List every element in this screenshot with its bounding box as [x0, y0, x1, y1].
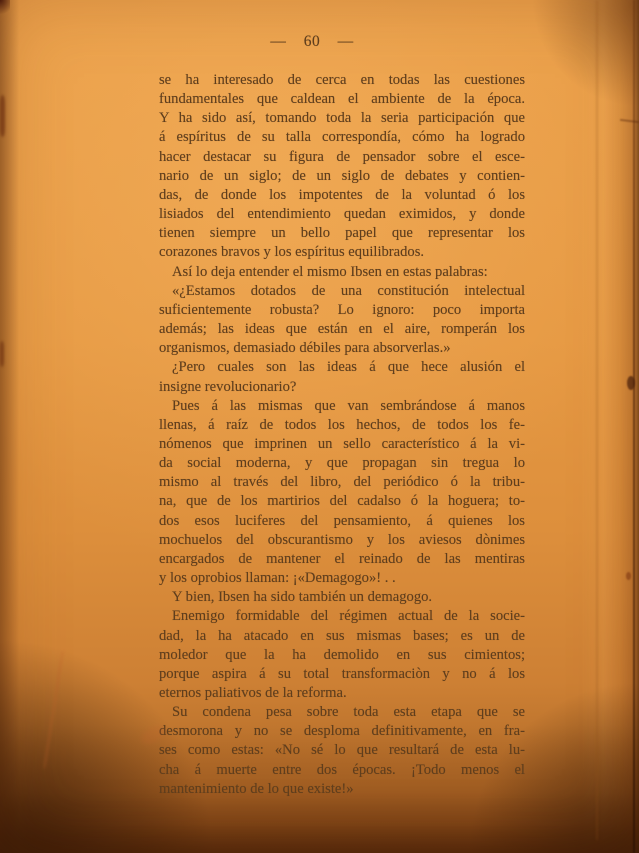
text-line-content: mochuelos del obscurantismo y los aviesos dònimes — [159, 531, 525, 548]
text-line-content: porque aspira á su total transformaciòn y no á los — [159, 665, 525, 682]
text-line-content: Así lo deja entender el mismo Ibsen en estas palabras: — [172, 263, 488, 280]
text-line — [159, 320, 525, 339]
text-line-content: nómenos que imprinen un sello característico á la vi- — [159, 435, 525, 452]
paragraph — [159, 358, 525, 396]
text-line-content: y los oprobios llaman: ¡«Demagogo»! . . — [159, 570, 396, 587]
text-line — [159, 205, 525, 224]
text-line-content: Enemigo formidable del régimen actual de la socie- — [172, 608, 525, 625]
text-line-content: llenas, á raíz de todos los hechos, de todos los fe- — [159, 416, 525, 433]
paragraph — [159, 282, 525, 359]
text-line — [159, 378, 525, 397]
text-line — [159, 301, 525, 320]
text-line — [159, 569, 525, 588]
paragraph — [159, 397, 525, 589]
text-line-content: lisiados del entendimiento quedan eximidos, y donde — [159, 206, 525, 223]
text-line-content: da social moderna, y que propagan sin tregua lo — [159, 455, 525, 472]
text-line-content: á espíritus de su talla correspondía, cómo ha logrado — [159, 129, 525, 146]
text-line-content: Pues á las mismas que van sembrándose á manos — [172, 397, 525, 414]
text-line-content: hacer destacar su figura de pensador sobre el esce- — [159, 148, 525, 165]
text-line-content: eternos paliativos de la reforma. — [159, 685, 347, 701]
paper-blemish-right-edge — [626, 572, 631, 580]
paper-blemish-right-edge — [627, 376, 635, 390]
text-line — [159, 665, 525, 684]
text-line-content: Su condena pesa sobre toda esta etapa que se — [172, 704, 525, 721]
text-line-content: insigne revolucionario? — [159, 378, 297, 395]
text-line — [159, 397, 525, 416]
text-line — [159, 339, 525, 358]
text-line — [159, 71, 525, 90]
text-line-content: corazones bravos y los espíritus equilibrados. — [159, 244, 425, 261]
text-line — [159, 588, 525, 607]
text-line-content: ses como estas: «No sé lo que resultará de esta lu- — [159, 742, 525, 759]
text-line — [159, 780, 525, 799]
text-line — [159, 128, 525, 147]
text-line — [159, 473, 525, 492]
text-line-content: organismos, demasiado débiles para absorverlas.» — [159, 340, 451, 357]
page-fold-line — [596, 0, 598, 840]
text-line-content: encargados de mantener el reinado de las mentiras — [159, 550, 525, 567]
text-line — [159, 224, 525, 243]
text-line-content: se ha interesado de cerca en todas las cuestiones — [159, 72, 525, 88]
text-line-content: Y bien, Ibsen ha sido también un demagogo. — [172, 589, 433, 606]
text-line — [159, 722, 525, 741]
text-line — [159, 148, 525, 167]
page-edge-crease — [633, 0, 635, 853]
text-line-content: suficientemente robusta? Lo ignoro: poco importa — [159, 301, 525, 318]
text-line — [159, 109, 525, 128]
text-line — [159, 512, 525, 531]
text-line — [159, 703, 525, 722]
text-line — [159, 416, 525, 435]
text-line-content: ¿Pero cuales son las ideas á que hece alusión el — [172, 359, 525, 376]
text-line — [159, 90, 525, 109]
text-line — [159, 167, 525, 186]
text-line-content: na, que de los martirios del cadalso ó la hoguera; to- — [159, 493, 525, 510]
paragraph — [159, 263, 525, 282]
text-line-content: nario de un siglo; de un siglo de debates y contien- — [159, 167, 525, 184]
text-line-content: «¿Estamos dotados de una constitución intelectual — [172, 282, 525, 299]
text-line — [159, 684, 525, 703]
text-line-content: desmorona y no se desploma definitivamente, en fra- — [159, 723, 525, 740]
text-line — [159, 607, 525, 626]
page-number: — 60 — — [270, 33, 354, 50]
text-line-content: mantenimiento de lo que existe!» — [159, 780, 354, 797]
paragraph — [159, 588, 525, 607]
paper-crease-mark — [620, 119, 639, 123]
text-line — [159, 454, 525, 473]
text-line — [159, 492, 525, 511]
text-line — [159, 358, 525, 377]
text-line — [159, 243, 525, 262]
text-line — [159, 627, 525, 646]
text-line-content: además; las ideas que están en el aire, romperán los — [159, 321, 525, 338]
text-line-content: tienen siempre un bello papel que representar los — [159, 225, 525, 242]
paragraph — [159, 71, 525, 263]
text-line — [159, 550, 525, 569]
paper-blemish-left-edge — [0, 341, 4, 367]
text-line-content: dad, la ha atacado en sus mismas bases; es un de — [159, 627, 525, 644]
paragraph — [159, 607, 525, 703]
text-line-content: mismo al través del libro, del periódico ó la tribu- — [159, 474, 525, 491]
text-line — [159, 282, 525, 301]
text-line — [159, 263, 525, 282]
text-line-content: dos esos luciferes del pensamiento, á quienes los — [159, 512, 525, 529]
paper-scratch — [43, 651, 65, 770]
text-line-content: Y ha sido así, tomando toda la seria participación que — [159, 110, 525, 127]
text-line — [159, 741, 525, 760]
text-line — [159, 435, 525, 454]
paper-blemish-top-left — [0, 0, 10, 15]
text-line-content: das, de donde los impotentes de la voluntad ó los — [159, 186, 525, 203]
text-line — [159, 186, 525, 205]
text-block — [159, 71, 525, 799]
paper-blemish-left-edge — [0, 95, 5, 137]
paragraph — [159, 703, 525, 799]
text-line — [159, 531, 525, 550]
text-line-content: cha á muerte entre dos épocas. ¡Todo menos el — [159, 761, 525, 778]
text-line-content: moledor que la ha demolido en sus cimientos; — [159, 646, 525, 663]
text-line-content: fundamentales que caldean el ambiente de la época. — [159, 91, 525, 108]
text-line — [159, 761, 525, 780]
text-line — [159, 646, 525, 665]
